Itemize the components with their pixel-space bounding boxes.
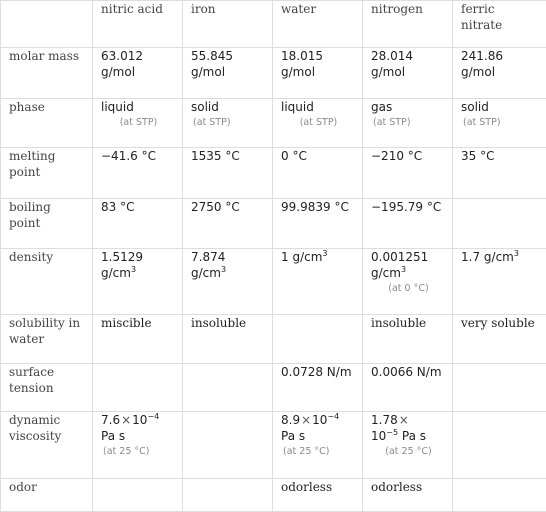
table-row — [1, 479, 546, 512]
table-cell — [273, 315, 363, 364]
table-cell — [183, 364, 273, 412]
density-value: 0.001251 — [371, 250, 428, 264]
column-header: ferric nitrate — [453, 1, 546, 48]
cell-value: solid — [461, 100, 489, 114]
table-cell — [363, 249, 453, 315]
table-cell — [453, 249, 546, 315]
viscosity-unit: Pa s — [402, 429, 426, 443]
density-unit: g/cm — [292, 250, 322, 264]
table-cell: −210 °C — [363, 148, 453, 199]
table-cell — [93, 249, 183, 315]
density-value: 1 — [281, 250, 289, 264]
table-cell — [453, 99, 546, 148]
table-cell: −195.79 °C — [363, 199, 453, 249]
viscosity-base: 10 — [312, 413, 327, 427]
table-cell: insoluble — [183, 315, 273, 364]
table-cell: 241.86 g/mol — [453, 48, 546, 99]
table-cell — [273, 412, 363, 479]
table-row — [1, 99, 546, 148]
table-cell: 55.845 g/mol — [183, 48, 273, 99]
viscosity-unit: Pa s — [281, 429, 305, 443]
viscosity-mantissa: 1.78 — [371, 413, 398, 427]
table-cell: −41.6 °C — [93, 148, 183, 199]
table-cell — [453, 412, 546, 479]
cell-note: (at STP) — [191, 116, 264, 130]
times-sign: × — [120, 413, 132, 427]
table-row — [1, 148, 546, 199]
cell-value: liquid — [281, 100, 314, 114]
column-header: water — [273, 1, 363, 48]
table-row — [1, 48, 546, 99]
unit-exponent: 3 — [221, 265, 226, 274]
cell-value: gas — [371, 100, 392, 114]
table-cell: 18.015 g/mol — [273, 48, 363, 99]
unit-exponent: 3 — [131, 265, 136, 274]
cell-note: (at STP) — [101, 116, 174, 130]
density-unit: g/cm — [101, 266, 131, 280]
table-row — [1, 199, 546, 249]
cell-note: (at STP) — [371, 116, 444, 130]
cell-note: (at 25 °C) — [281, 445, 354, 459]
row-header: phase — [1, 99, 93, 148]
times-sign: × — [300, 413, 312, 427]
row-header: surface tension — [1, 364, 93, 412]
viscosity-unit: Pa s — [101, 429, 125, 443]
table-cell: odorless — [273, 479, 363, 512]
viscosity-base: 10 — [371, 429, 386, 443]
header-row — [1, 1, 546, 48]
viscosity-mantissa: 7.6 — [101, 413, 120, 427]
unit-exponent: 3 — [401, 265, 406, 274]
table-cell: 63.012 g/mol — [93, 48, 183, 99]
table-cell — [183, 99, 273, 148]
table-cell — [183, 249, 273, 315]
table-cell: 0 °C — [273, 148, 363, 199]
table-cell: miscible — [93, 315, 183, 364]
column-header: nitrogen — [363, 1, 453, 48]
table-cell: insoluble — [363, 315, 453, 364]
corner-cell — [1, 1, 93, 48]
row-header: boiling point — [1, 199, 93, 249]
table-cell: 99.9839 °C — [273, 199, 363, 249]
cell-note: (at 25 °C) — [101, 445, 174, 459]
table-cell: 0.0728 N/m — [273, 364, 363, 412]
row-header: solubility in water — [1, 315, 93, 364]
table-cell — [273, 99, 363, 148]
table-cell — [273, 249, 363, 315]
unit-exponent: 3 — [322, 249, 327, 258]
density-value: 1.5129 — [101, 250, 143, 264]
row-header: dynamic viscosity — [1, 412, 93, 479]
table-cell — [93, 364, 183, 412]
times-sign: × — [398, 413, 410, 427]
table-cell — [183, 412, 273, 479]
table-cell: 35 °C — [453, 148, 546, 199]
table-cell — [453, 364, 546, 412]
viscosity-mantissa: 8.9 — [281, 413, 300, 427]
column-header: iron — [183, 1, 273, 48]
density-unit: g/cm — [191, 266, 221, 280]
table-cell — [453, 199, 546, 249]
table-cell: odorless — [363, 479, 453, 512]
table-cell: 83 °C — [93, 199, 183, 249]
table-row — [1, 364, 546, 412]
cell-note: (at 0 °C) — [371, 282, 444, 296]
table-cell: 28.014 g/mol — [363, 48, 453, 99]
cell-value: solid — [191, 100, 219, 114]
viscosity-base: 10 — [132, 413, 147, 427]
cell-note: (at 25 °C) — [371, 445, 444, 459]
table-cell — [93, 479, 183, 512]
cell-note: (at STP) — [281, 116, 354, 130]
cell-value: liquid — [101, 100, 134, 114]
table-cell — [183, 479, 273, 512]
viscosity-exponent: −4 — [327, 412, 339, 421]
table-row — [1, 412, 546, 479]
column-header: nitric acid — [93, 1, 183, 48]
table-cell — [93, 412, 183, 479]
table-cell: 0.0066 N/m — [363, 364, 453, 412]
table-cell — [363, 412, 453, 479]
viscosity-exponent: −5 — [386, 428, 398, 437]
row-header: density — [1, 249, 93, 315]
table-cell — [453, 479, 546, 512]
cell-note: (at STP) — [461, 116, 538, 130]
row-header: odor — [1, 479, 93, 512]
density-unit: g/cm — [484, 250, 514, 264]
table-cell: 2750 °C — [183, 199, 273, 249]
table-cell — [363, 99, 453, 148]
density-value: 1.7 — [461, 250, 480, 264]
density-unit: g/cm — [371, 266, 401, 280]
table-row — [1, 315, 546, 364]
unit-exponent: 3 — [514, 249, 519, 258]
table-cell: very soluble — [453, 315, 546, 364]
table-row — [1, 249, 546, 315]
table-cell: 1535 °C — [183, 148, 273, 199]
row-header: melting point — [1, 148, 93, 199]
table-cell — [93, 99, 183, 148]
viscosity-exponent: −4 — [147, 412, 159, 421]
density-value: 7.874 — [191, 250, 225, 264]
row-header: molar mass — [1, 48, 93, 99]
